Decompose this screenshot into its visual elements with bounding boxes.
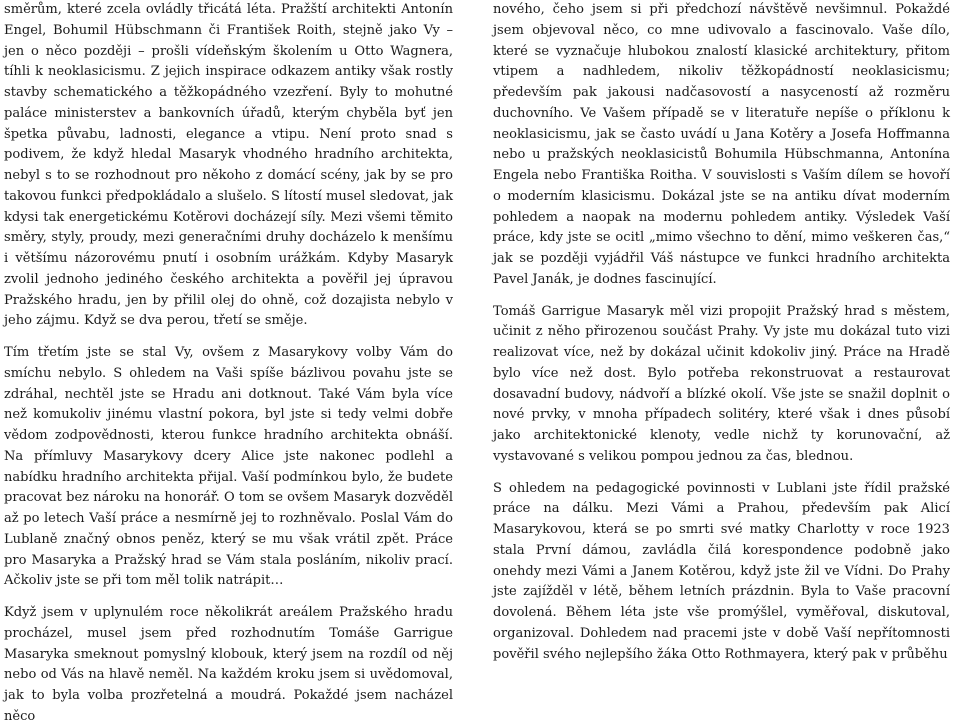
- right-text-column: [493, 0, 950, 662]
- right-paragraph-2: Tomáš Garrigue Masaryk měl vizi propojit Pražský hrad s městem, učinit z něho přirozenou součást Prahy. Vy jste mu dokázal tuto vizi realizovat více, než by dokázal učinit kdokoliv jiný. Práce na Hradě bylo více než dost. Bylo potřeba rekonstruovat a restaurovat dosavadní budovy, nádvoří a blízké okolí. Vše jste se snažil doplnit o nové prvky, v mnoha případech solitéry, které však i dnes působí jako architektonické klenoty, vedle nichž ty korunovační, až vystavované s velikou pompou jednou za čas, blednou.: [493, 303, 950, 464]
- left-paragraph-3: Když jsem v uplynulém roce několikrát areálem Pražského hradu procházel, musel jsem před rozhodnutím Tomáše Garrigue Masaryka smeknout pomyslný klobouk, který jsem na rozdíl od něj nebo od Vás na hlavě neměl. Na každém kroku jsem si uvědomoval, jak to byla volba prozřetelná a moudrá. Pokaždé jsem nacházel něco: [4, 605, 453, 724]
- right-paragraph-1: nového, čeho jsem si při předchozí návštěvě nevšimnul. Pokaždé jsem objevoval něco, co mne udivovalo a fascinovalo. Vaše dílo, které se vyznačuje hlubokou znalostí klasické architektury, přitom vtipem a nadhledem, nikoliv těžkopádností neoklasicismu; především pak jakousi nadčasovostí a nasyceností až rozměru duchovního. Ve Vašem případě se v literatuře nepíše o příklonu k neoklasicismu, jak se často uvádí u Jana Kotěry a Josefa Hoffmanna nebo u pražských neoklasicistů Bohumila Hübschmanna, Antonína Engela nebo Františka Roitha. V souvislosti s Vaším dílem se hovoří o moderním klasicismu. Dokázal jste se na antiku dívat moderním pohledem a naopak na modernu pohledem antiky. Výsledek Vaší práce, kdy jste se ocitl „mimo všechno to dění, mimo veškeren čas,“ jak se později vyjádřil Váš nástupce ve funkci hradního architekta Pavel Janák, je dodnes fascinující.: [493, 2, 950, 287]
- left-paragraph-2: Tím třetím jste se stal Vy, ovšem z Masarykovy volby Vám do smíchu nebylo. S ohledem na Vaši spíše bázlivou povahu jste se zdráhal, nechtěl jste se Hradu ani dotknout. Také Vám byla více než komukoliv jinému vlastní pokora, byl jste si tedy velmi dobře vědom zodpovědnosti, kterou funkce hradního architekta obnáší. Na přímluvy Masarykovy dcery Alice jste nakonec podlehl a nabídku hradního architekta přijal. Vaší podmínkou bylo, že budete pracovat bez nároku na honorář. O tom se ovšem Masaryk dozvěděl až po letech Vaší práce a nesmírně jej to rozhněvalo. Poslal Vám do Lublaně značný obnos peněz, který se mu však vrátil zpět. Práce pro Masaryka a Pražský hrad se Vám stala posláním, nikoliv prací. Ačkoliv jste se při tom měl tolik natrápit…: [4, 345, 453, 589]
- left-text-column: [4, 0, 453, 724]
- right-paragraph-3: S ohledem na pedagogické povinnosti v Lublani jste řídil pražské práce na dálku. Mezi Vámi a Prahou, především pak Alicí Masarykovou, která se po smrti své matky Charlotty v roce 1923 stala První dámou, zavládla čilá korespondence podobně jako onehdy mezi Vámi a Janem Kotěrou, když jste žil ve Vídni. Do Prahy jste zajížděl v létě, během letních prázdnin. Byla to Vaše pracovní dovolená. Během léta jste vše promýšlel, vyměřoval, diskutoval, organizoval. Dohledem nad pracemi jste v době Vaší nepřítomnosti pověřil svého nejlepšího žáka Otto Rothmayera, který pak v průběhu: [493, 480, 950, 662]
- left-paragraph-1: směrům, které zcela ovládly třicátá léta. Pražští architekti Antonín Engel, Bohumil Hübschmann či František Roith, stejně jako Vy – jen o něco později – prošli vídeňským školením u Otto Wagnera, tíhli k neoklasicismu. Z jejich inspirace odkazem antiky však rostly stavby schematického a těžkopádného vzezření. Byly to mohutné paláce ministerstev a bankovních úřadů, kterým chyběla byť jen špetka půvabu, ladnosti, elegance a vtipu. Není proto snad s podivem, že když hledal Masaryk vhodného hradního architekta, nebyl s to se rozhodnout pro někoho z domácí scény, jak by se pro takovou funkci předpokládalo a slušelo. S lítostí musel sledovat, jak kdysi tak energetickému Kotěrovi docházejí síly. Mezi všemi těmito směry, styly, proudy, mezi generačními druhy docházelo k menšímu i většímu názorovému pnutí i osobním urážkám. Kdyby Masaryk zvolil jednoho jediného českého architekta a pověřil jej úpravou Pražského hradu, jen by přilil olej do ohně, což dozajista nebylo v jeho zájmu. Když se dva perou, třetí se směje.: [4, 2, 453, 329]
